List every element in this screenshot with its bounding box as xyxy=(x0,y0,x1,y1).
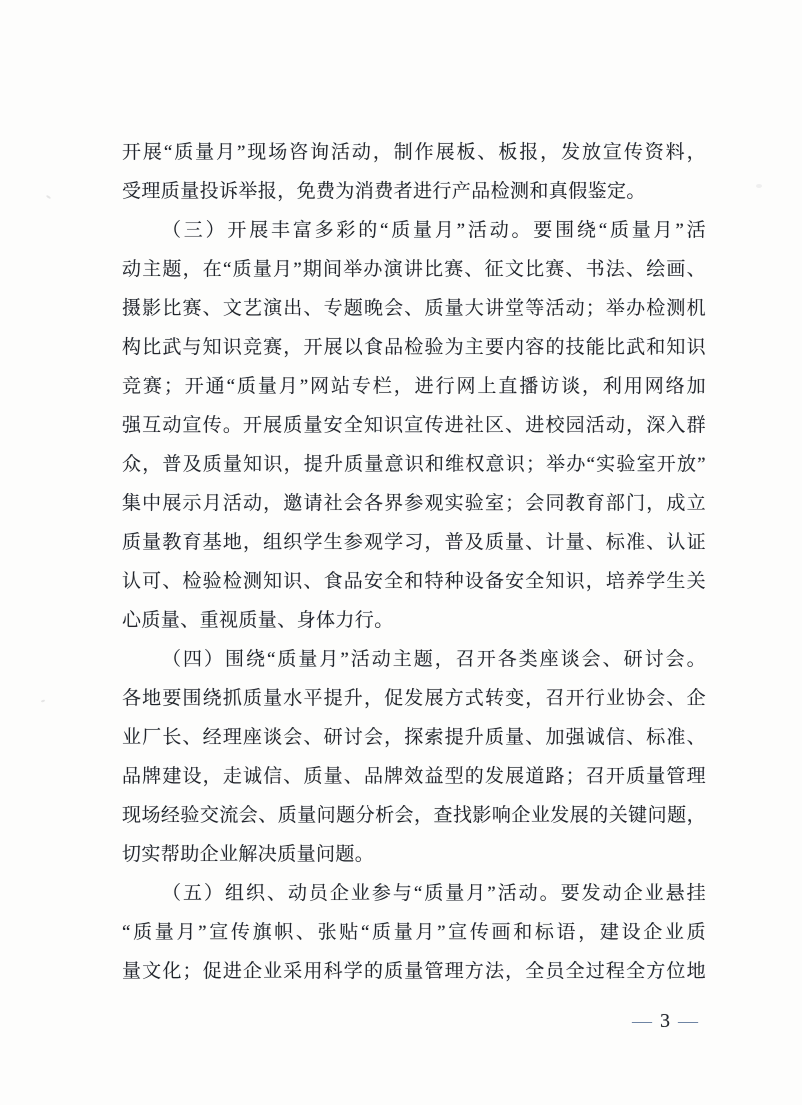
text-line: 受理质量投诉举报，免费为消费者进行产品检测和真假鉴定。 xyxy=(122,181,646,202)
text-line: （四）围绕“质量月”活动主题，召开各类座谈会、研讨会。 xyxy=(162,649,706,670)
text-line: 切实帮助企业解决质量问题。 xyxy=(122,844,375,865)
text-line: 强互动宣传。开展质量安全知识宣传进社区、进校园活动，深入群 xyxy=(122,415,706,436)
scan-artifact xyxy=(46,195,51,200)
text-line: 认可、检验检测知识、食品安全和特种设备安全知识，培养学生关 xyxy=(122,571,706,592)
text-line: 业厂长、经理座谈会、研讨会，探索提升质量、加强诚信、标准、 xyxy=(122,727,706,748)
page-number-dash-left: — xyxy=(632,1010,652,1032)
text-line: 心质量、重视质量、身体力行。 xyxy=(122,610,394,631)
page-number xyxy=(632,1008,698,1034)
text-line: 构比武与知识竞赛，开展以食品检验为主要内容的技能比武和知识 xyxy=(122,337,706,358)
text-line: 集中展示月活动，邀请社会各界参观实验室；会同教育部门，成立 xyxy=(122,493,706,514)
page-number-dash-right: — xyxy=(678,1010,698,1032)
text-line: 品牌建设，走诚信、质量、品牌效益型的发展道路；召开质量管理 xyxy=(122,766,706,787)
scan-artifact xyxy=(756,184,762,188)
text-line: 量文化；促进企业采用科学的质量管理方法，全员全过程全方位地 xyxy=(122,961,706,982)
text-line: 众，普及质量知识，提升质量意识和维权意识；举办“实验室开放” xyxy=(122,454,706,475)
text-line: （五）组织、动员企业参与“质量月”活动。要发动企业悬挂 xyxy=(162,883,706,904)
paragraph-item-5 xyxy=(122,874,706,991)
text-line: 竞赛；开通“质量月”网站专栏，进行网上直播访谈，利用网络加 xyxy=(122,376,706,397)
text-line: 开展“质量月”现场咨询活动，制作展板、板报，发放宣传资料， xyxy=(122,142,706,163)
paragraph-item-4 xyxy=(122,640,706,874)
text-line: （三）开展丰富多彩的“质量月”活动。要围绕“质量月”活 xyxy=(162,220,706,241)
text-line: 动主题，在“质量月”期间举办演讲比赛、征文比赛、书法、绘画、 xyxy=(122,259,706,280)
text-line: “质量月”宣传旗帜、张贴“质量月”宣传画和标语，建设企业质 xyxy=(122,922,706,943)
document-body xyxy=(122,133,706,991)
text-line: 各地要围绕抓质量水平提升，促发展方式转变，召开行业协会、企 xyxy=(122,688,706,709)
paragraph-continuation xyxy=(122,133,706,211)
text-line: 质量教育基地，组织学生参观学习，普及质量、计量、标准、认证 xyxy=(122,532,706,553)
page-number-value: 3 xyxy=(660,1010,670,1032)
text-line: 摄影比赛、文艺演出、专题晚会、质量大讲堂等活动；举办检测机 xyxy=(122,298,706,319)
text-line: 现场经验交流会、质量问题分析会，查找影响企业发展的关键问题， xyxy=(122,805,706,826)
scan-artifact xyxy=(41,699,45,702)
paragraph-item-3 xyxy=(122,211,706,640)
